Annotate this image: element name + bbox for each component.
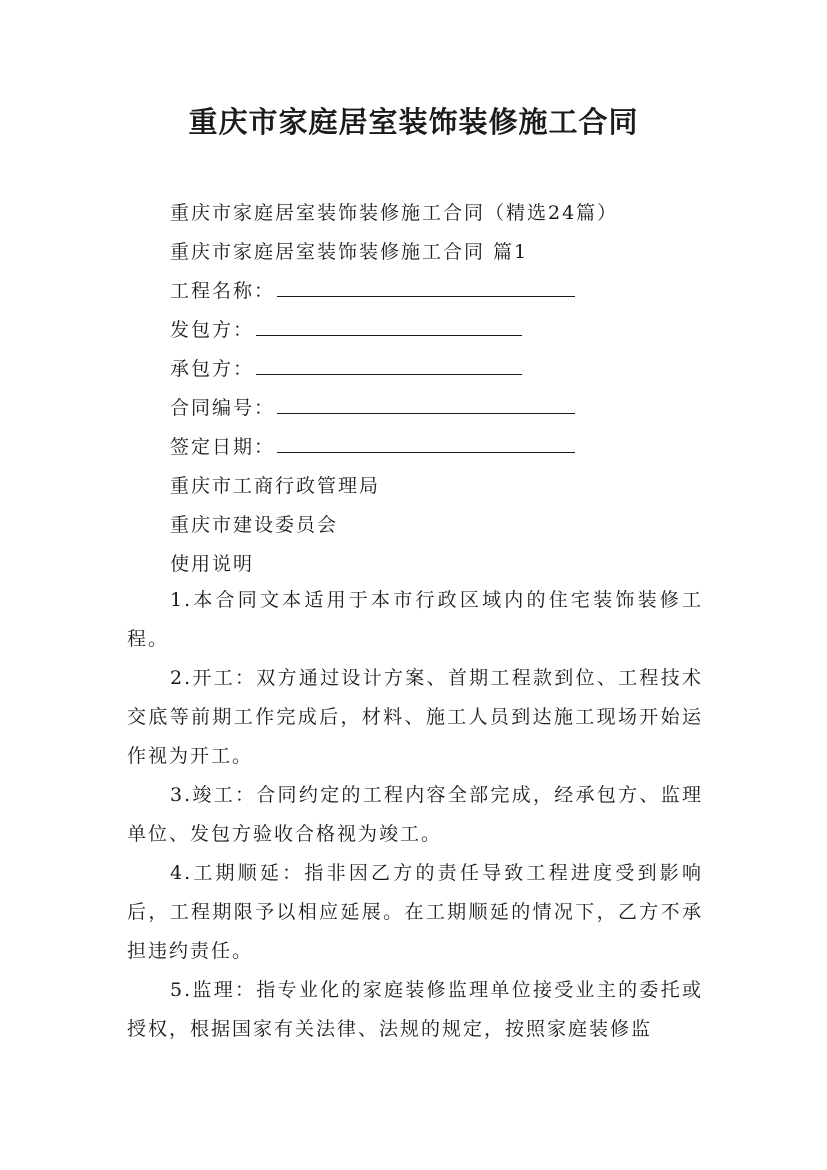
usage-heading: 使用说明	[170, 553, 255, 575]
document-subtitle: 重庆市家庭居室装饰装修施工合同（精选24篇）	[170, 202, 619, 224]
issuer-1: 重庆市工商行政管理局	[170, 475, 381, 497]
field-sign-date	[170, 432, 575, 459]
field-employer	[170, 315, 522, 342]
paragraph-2: 2.开工：双方通过设计方案、首期工程款到位、工程技术交底等前期工作完成后，材料、施工人员到达施工现场开始运作视为开工。	[127, 667, 703, 767]
field-label: 承包方：	[170, 358, 255, 380]
section-heading: 重庆市家庭居室装饰装修施工合同 篇1	[170, 241, 529, 263]
field-label: 发包方：	[170, 319, 255, 341]
field-label: 工程名称：	[170, 280, 276, 302]
field-contractor	[170, 354, 522, 381]
paragraph-3: 3.竣工：合同约定的工程内容全部完成，经承包方、监理单位、发包方验收合格视为竣工。	[127, 784, 703, 845]
paragraph-4: 4.工期顺延：指非因乙方的责任导致工程进度受到影响后，工程期限予以相应延展。在工期顺延的情况下，乙方不承担违约责任。	[127, 862, 703, 962]
blank-line	[277, 395, 575, 414]
document-title: 重庆市家庭居室装饰装修施工合同	[188, 105, 639, 139]
blank-line	[256, 317, 522, 336]
blank-line	[277, 278, 575, 297]
field-project-name	[170, 276, 575, 303]
field-label: 签定日期：	[170, 436, 276, 458]
issuer-2: 重庆市建设委员会	[170, 514, 339, 536]
blank-line	[277, 434, 575, 453]
field-label: 合同编号：	[170, 397, 276, 419]
paragraph-5: 5.监理：指专业化的家庭装修监理单位接受业主的委托或授权，根据国家有关法律、法规的规定，按照家庭装修监	[127, 979, 703, 1040]
paragraph-1: 1.本合同文本适用于本市行政区域内的住宅装饰装修工程。	[127, 589, 703, 650]
blank-line	[256, 356, 522, 375]
field-contract-number	[170, 393, 575, 420]
